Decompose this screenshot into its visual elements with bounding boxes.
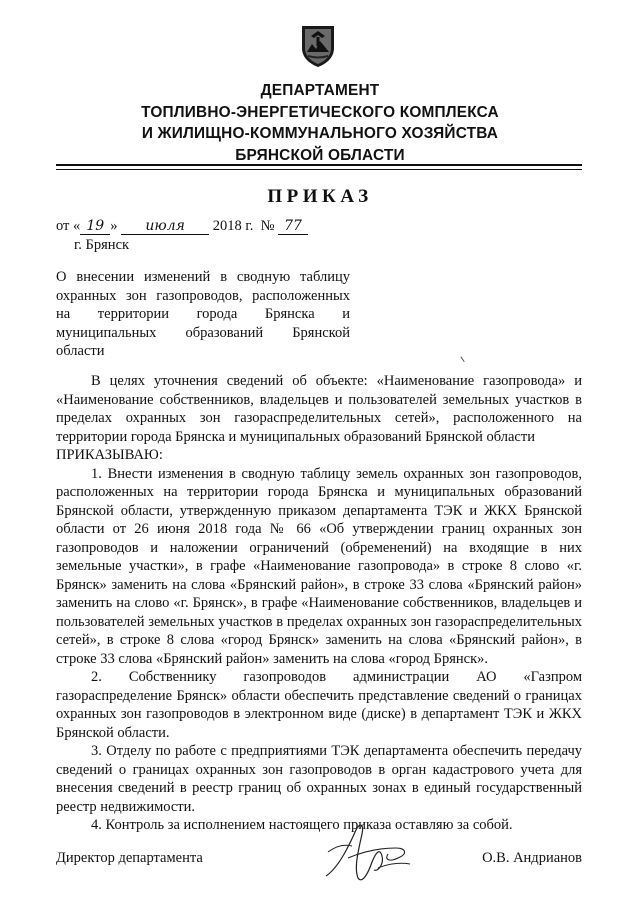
date-day: 19	[80, 219, 110, 235]
date-line	[56, 218, 308, 235]
preamble-paragraph: В целях уточнения сведений об объекте: «Наименование газопровода» и «Наименование собственников, владельцев и пользователей земельных участков в пределах охранных зон газораспределительных сетей», расположенного на территории города Брянска и муниципальных образований Брянской области	[56, 373, 582, 445]
document-title: ПРИКАЗ	[267, 186, 373, 207]
department-header	[100, 80, 540, 166]
header-line: ДЕПАРТАМЕНТ	[260, 82, 380, 99]
subject-line: О внесении изменений в сводную таблицу	[56, 269, 350, 285]
signature-block	[56, 850, 582, 870]
date-year: 2018 г.	[212, 218, 254, 234]
signatory-position: Директор департамента	[56, 850, 203, 866]
date-month: июля	[121, 219, 209, 235]
order-word: ПРИКАЗЫВАЮ:	[56, 447, 163, 463]
coat-of-arms-icon	[298, 22, 338, 68]
subject-line: на территории города Брянска и	[56, 306, 350, 322]
city: г. Брянск	[74, 237, 130, 253]
header-line: ТОПЛИВНО-ЭНЕРГЕТИЧЕСКОГО КОМПЛЕКСА	[141, 103, 499, 121]
header-divider	[56, 164, 582, 166]
order-item-3: 3. Отделу по работе с предприятиями ТЭК департамента обеспечить передачу сведений о границах охранных зон газопроводов в орган кадастрового учета для внесения сведений в реестр границ об охранных зонах в единый государственный реестр недвижимости.	[56, 743, 582, 815]
order-item-1: 1. Внести изменения в сводную таблицу земель охранных зон газопроводов, расположенных на территории города Брянска и муниципальных образований Брянской области, утвержденную приказом департамента ТЭК и ЖКХ Брянской области от 26 июня 2018 года № 66 «Об утверждении границ охранных зон газопроводов и наложении ограничений (обременений) на входящие в них земельные участки», в графе «Наименование газопровода» в строке 8 слово «г. Брянск» заменить на слова «Брянский район», в строке 33 слова «Брянский район» заменить на слово «г. Брянск», в графе «Наименование собственников, владельцев и пользователей земельных участков в пределах охранных зон газораспределительных сетей», в строке 8 слова «город Брянск» заменить на слова «Брянский район», в строке 33 слова «Брянский район» заменить на слова «город Брянск».	[56, 465, 582, 667]
subject-line: охранных зон газопроводов, расположенных	[56, 287, 350, 304]
number-label: №	[260, 218, 275, 234]
order-item-4: 4. Контроль за исполнением настоящего приказа оставляю за собой.	[91, 817, 513, 833]
date-close-quote: »	[110, 218, 118, 234]
subject-line: области	[56, 343, 105, 359]
order-number: 77	[278, 219, 308, 235]
date-prefix: от «	[56, 218, 81, 234]
header-line: И ЖИЛИЩНО-КОММУНАЛЬНОГО ХОЗЯЙСТВА	[141, 125, 499, 142]
subject-block	[56, 268, 350, 361]
header-line: БРЯНСКОЙ ОБЛАСТИ	[235, 146, 405, 164]
document-body	[56, 372, 582, 835]
header-divider-thin	[56, 169, 582, 170]
subject-line: муниципальных образований Брянской	[56, 324, 350, 341]
scan-mark	[460, 356, 465, 362]
order-item-2: 2. Собственнику газопроводов администрации АО «Газпром газораспределение Брянск» области обеспечить представление сведений о границах охранных зон газопроводов в электронном виде (диске) в департамент ТЭК и ЖКХ Брянской области.	[56, 669, 582, 741]
signatory-name: О.В. Андрианов	[482, 850, 582, 866]
